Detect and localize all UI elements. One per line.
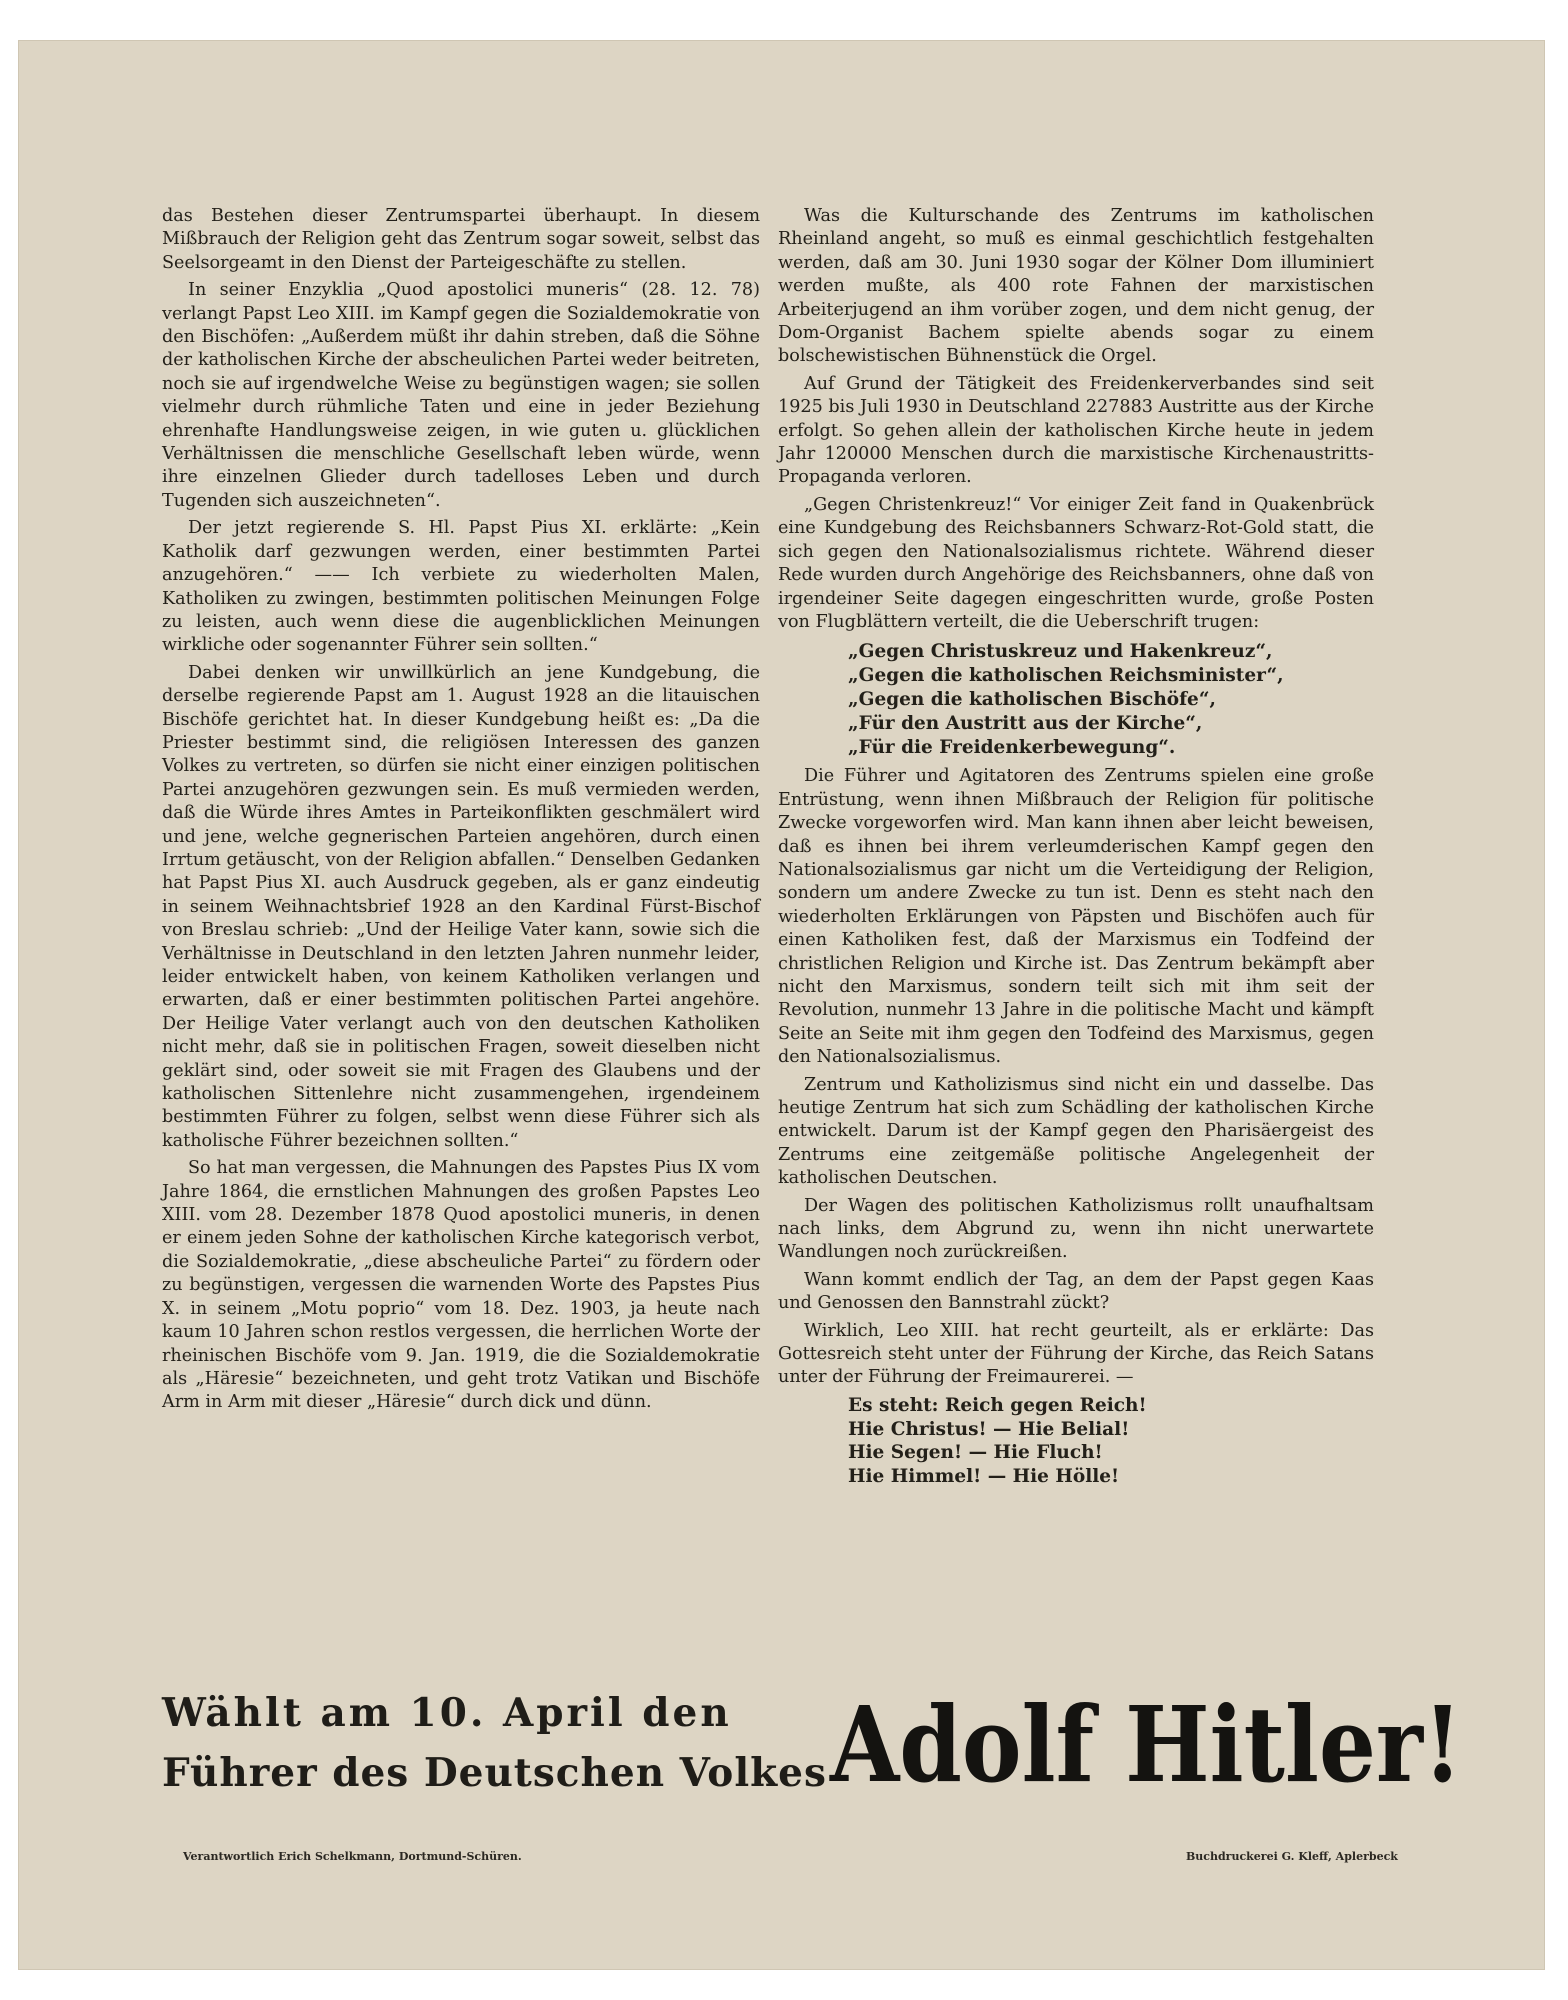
vote-call-line-2: Führer des Deutschen Volkes bbox=[162, 1750, 827, 1796]
closing-line: Hie Christus! — Hie Belial! bbox=[848, 1418, 1130, 1440]
right-paragraph-1: Was die Kulturschande des Zentrums im katholischen Rheinland angeht, so muß es einmal geschichtlich festgehalten werden, daß am 30. Juni 1930 sogar der Kölner Dom illuminiert werden mußte, als 400 rote Fahnen der marxistischen Arbeiterjugend an ihm vorüber zogen, und dem nicht genug, der Dom-Organist Bachem spielte abends sogar zu einem bolschewistischen Bühnenstück die Orgel. bbox=[778, 206, 1374, 367]
closing-line: Hie Himmel! — Hie Hölle! bbox=[848, 1466, 1120, 1488]
left-paragraph-2: In seiner Enzyklia „Quod apostolici muneris“ (28. 12. 78) verlangt Papst Leo XIII. im Kampf gegen die Sozialdemokratie von den Bischöfen: „Außerdem müßt ihr dahin streben, daß die Söhne der katholischen Kirche der abscheulichen Partei weder beitreten, noch sie auf irgendwelche Weise zu begünstigen wagen; sie sollen vielmehr durch rühmliche Taten und eine in jeder Beziehung ehrenhafte Handlungsweise zeigen, in wie guten u. glücklichen Verhältnissen die menschliche Gesellschaft leben würde, wenn ihre einzelnen Glieder durch tadelloses Leben und durch Tugenden sich auszeichneten“. bbox=[162, 280, 760, 511]
slogan-line: „Gegen Christuskreuz und Hakenkreuz“, bbox=[848, 641, 1273, 663]
right-paragraph-8: Wirklich, Leo XIII. hat recht geurteilt, als er erklärte: Das Gottesreich steht unter der Führung der Kirche, das Reich Satans unter der Führung der Freimaurerei. — bbox=[778, 1320, 1374, 1388]
right-text-column bbox=[778, 205, 1374, 1489]
closing-line: Es steht: Reich gegen Reich! bbox=[848, 1394, 1147, 1416]
footer-printer: Buchdruckerei G. Kleff, Aplerbeck bbox=[1186, 1850, 1398, 1863]
right-paragraph-6: Der Wagen des politischen Katholizismus rollt unaufhaltsam nach links, dem Abgrund zu, wenn ihn nicht unerwartete Wandlungen noch zurückreißen. bbox=[778, 1195, 1374, 1263]
left-text-column bbox=[162, 205, 760, 1419]
candidate-name-headline: Adolf Hitler! bbox=[830, 1683, 1463, 1806]
slogan-line: „Gegen die katholischen Bischöfe“, bbox=[848, 688, 1216, 710]
slogan-line: „Für die Freidenkerbewegung“. bbox=[848, 736, 1176, 758]
vote-call-line-1: Wählt am 10. April den bbox=[162, 1690, 732, 1736]
right-paragraph-4: Die Führer und Agitatoren des Zentrums spielen eine große Entrüstung, wenn ihnen Mißbrauch der Religion für politische Zwecke vorgeworfen wird. Man kann ihnen aber leicht beweisen, daß es ihnen bei ihrem verleumderischen Kampf gegen den Nationalsozialismus gar nicht um die Verteidigung der Religion, sondern um andere Zwecke zu tun ist. Denn es steht nach den wiederholten Erklärungen von Päpsten und Bischöfen auch für einen Katholiken fest, daß der Marxismus ein Todfeind der christlichen Religion und Kirche ist. Das Zentrum bekämpft aber nicht den Marxismus, sondern teilt sich mit ihm seit der Revolution, nunmehr 13 Jahre in die politische Macht und kämpft Seite an Seite mit ihm gegen den Todfeind des Marxismus, gegen den Nationalsozialismus. bbox=[778, 766, 1374, 1068]
right-paragraph-2: Auf Grund der Tätigkeit des Freidenkerverbandes sind seit 1925 bis Juli 1930 in Deutschland 227883 Austritte aus der Kirche erfolgt. So gehen allein der katholischen Kirche heute in jedem Jahr 120000 Menschen durch die marxistische Kirchenaustritts-Propaganda verloren. bbox=[778, 373, 1374, 488]
right-paragraph-5: Zentrum und Katholizismus sind nicht ein und dasselbe. Das heutige Zentrum hat sich zum Schädling der katholischen Kirche entwickelt. Darum ist der Kampf gegen den Pharisäergeist des Zentrums eine zeitgemäße politische Angelegenheit der katholischen Deutschen. bbox=[778, 1074, 1374, 1189]
footer-responsible: Verantwortlich Erich Schelkmann, Dortmund-Schüren. bbox=[183, 1850, 522, 1863]
left-paragraph-3: Der jetzt regierende S. Hl. Papst Pius XI. erklärte: „Kein Katholik darf gezwungen werden, einer bestimmten Partei anzugehören.“ —— Ich verbiete zu wiederholten Malen, Katholiken zu zwingen, bestimmten politischen Meinungen Folge zu leisten, auch wenn diese die augenblicklichen Meinungen wirkliche oder sogenannter Führer sein sollten.“ bbox=[162, 518, 760, 656]
right-paragraph-3: „Gegen Christenkreuz!“ Vor einiger Zeit fand in Quakenbrück eine Kundgebung des Reichsbanners Schwarz-Rot-Gold statt, die sich gegen den Nationalsozialismus richtete. Während dieser Rede wurden durch Angehörige des Reichsbanners, ohne daß von irgendeiner Seite dagegen eingeschritten wurde, große Posten von Flugblättern verteilt, die die Ueberschrift trugen: bbox=[778, 494, 1374, 632]
leaflet-slogan-list bbox=[848, 640, 1374, 759]
slogan-line: „Gegen die katholischen Reichsminister“, bbox=[848, 665, 1284, 687]
right-paragraph-7: Wann kommt endlich der Tag, an dem der Papst gegen Kaas und Genossen den Bannstrahl zückt? bbox=[778, 1269, 1374, 1314]
left-paragraph-4: Dabei denken wir unwillkürlich an jene Kundgebung, die derselbe regierende Papst am 1. August 1928 an die litauischen Bischöfe gerichtet hat. In dieser Kundgebung heißt es: „Da die Priester bestimmt sind, die religiösen Interessen des ganzen Volkes zu vertreten, so dürfen sie nicht einer einzigen politischen Partei anzugehören gezwungen sein. Es muß vermieden werden, daß die Würde ihres Amtes in Parteikonflikten geschmälert wird und jene, welche gegnerischen Parteien angehören, durch einen Irrtum getäuscht, von der Religion abfallen.“ Denselben Gedanken hat Papst Pius XI. auch Ausdruck gegeben, als er ganz eindeutig in seinem Weihnachtsbrief 1928 an den Kardinal Fürst-Bischof von Breslau schrieb: „Und der Heilige Vater kann, sowie sich die Verhältnisse in Deutschland in den letzten Jahren nunmehr leider, leider entwickelt haben, von keinem Katholiken verlangen und erwarten, daß er einer bestimmten politischen Partei angehöre. Der Heilige Vater verlangt auch von den deutschen Katholiken nicht mehr, daß sie in politischen Fragen, soweit dieselben nicht geklärt sind, oder soweit sie mit Fragen des Glaubens und der katholischen Sittenlehre nicht zusammengehen, irgendeinem bestimmten Führer zu folgen, selbst wenn diese Führer sich als katholische Führer bezeichnen sollten.“ bbox=[162, 662, 760, 1151]
left-paragraph-1: das Bestehen dieser Zentrumspartei überhaupt. In diesem Mißbrauch der Religion geht das Zentrum sogar soweit, selbst das Seelsorgeamt in den Dienst der Parteigeschäfte zu stellen. bbox=[162, 206, 760, 273]
closing-line: Hie Segen! — Hie Fluch! bbox=[848, 1442, 1103, 1464]
slogan-line: „Für den Austritt aus der Kirche“, bbox=[848, 712, 1203, 734]
closing-lines bbox=[848, 1394, 1374, 1489]
left-paragraph-5: So hat man vergessen, die Mahnungen des Papstes Pius IX vom Jahre 1864, die ernstlichen Mahnungen des großen Papstes Leo XIII. vom 28. Dezember 1878 Quod apostolici muneris, in denen er einem jeden Sohne der katholischen Kirche kategorisch verbot, die Sozialdemokratie, „diese abscheuliche Partei“ zu fördern oder zu begünstigen, vergessen die warnenden Worte des Papstes Pius X. in seinem „Motu poprio“ vom 18. Dez. 1903, ja heute nach kaum 10 Jahren schon restlos vergessen, die herrlichen Worte der rheinischen Bischöfe vom 9. Jan. 1919, die die Sozialdemokratie als „Häresie“ bezeichneten, und geht trotz Vatikan und Bischöfe Arm in Arm mit dieser „Häresie“ durch dick und dünn. bbox=[162, 1158, 760, 1413]
